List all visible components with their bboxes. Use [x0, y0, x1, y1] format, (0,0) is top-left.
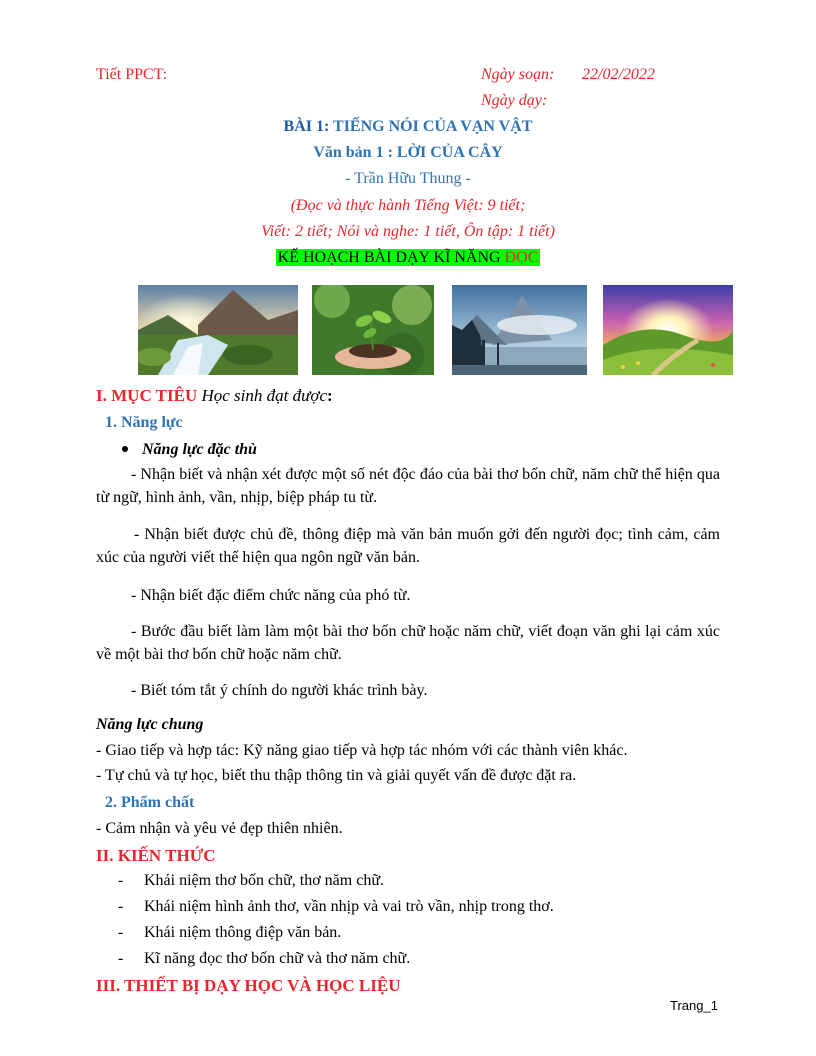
- section2-heading: II. KIẾN THỨC: [96, 846, 216, 865]
- sunset-meadow-image: [603, 285, 733, 375]
- paragraph-2: - Nhận biết được chủ đề, thông điệp mà văn bản muốn gởi đến người đọc; tình cảm, cảm xúc của người viết thể hiện qua ngôn ngữ văn bản.: [96, 526, 720, 566]
- page-number: Trang_1: [670, 998, 718, 1013]
- text-title: Văn bản 1 : LỜI CỦA CÂY: [313, 144, 503, 161]
- ngay-day-label: Ngày dạy:: [481, 92, 548, 109]
- bullet-nang-luc-dac-thu: [122, 441, 257, 459]
- section1-colon: :: [327, 386, 333, 405]
- lesson-prefix: BÀI 1:: [283, 118, 330, 135]
- knowledge-item-4-text: Kĩ năng đọc thơ bốn chữ và thơ năm chữ.: [144, 950, 411, 967]
- section1-tail: Học sinh đạt được: [201, 386, 328, 405]
- lesson-note-2: Viết: 2 tiết; Nói và nghe: 1 tiết, Ôn tập: 1 tiết): [261, 223, 555, 240]
- mountain-stream-image: [138, 285, 298, 375]
- plan-main: KẾ HOẠCH BÀI DẠY KĨ NĂNG: [277, 249, 505, 266]
- knowledge-item-3: - Khái niệm thông điệp văn bản.: [118, 924, 342, 941]
- plan-title: [0, 249, 816, 267]
- knowledge-item-3-text: Khái niệm thông điệp văn bản.: [144, 924, 342, 941]
- plan-highlight: [276, 249, 541, 266]
- knowledge-item-1: - Khái niệm thơ bốn chữ, thơ năm chữ.: [118, 872, 384, 889]
- lesson-name: TIẾNG NÓI CỦA VẠN VẬT: [333, 118, 533, 135]
- nang-luc-chung-2: - Tự chủ và tự học, biết thu thập thông tin và giải quyết vấn đề được đặt ra.: [96, 767, 577, 784]
- section3-heading: III. THIẾT BỊ DẠY HỌC VÀ HỌC LIỆU: [96, 976, 401, 995]
- nang-luc-chung-heading: Năng lực chung: [96, 716, 204, 733]
- nang-luc-chung-1: - Giao tiếp và hợp tác: Kỹ năng giao tiếp và hợp tác nhóm với các thành viên khác.: [96, 742, 628, 759]
- bullet-dot-icon: [122, 446, 128, 452]
- paragraph-4: - Bước đầu biết làm làm một bài thơ bốn chữ hoặc năm chữ, viết đoạn văn ghi lại cảm xúc về một bài thơ bốn chữ hoặc năm chữ.: [96, 623, 720, 663]
- plan-doc: ĐỌC: [504, 249, 539, 266]
- knowledge-item-4: - Kĩ năng đọc thơ bốn chữ và thơ năm chữ.: [118, 950, 411, 967]
- tiet-ppct: Tiết PPCT:: [96, 66, 168, 83]
- ngay-soan-label: Ngày soạn:: [481, 66, 555, 83]
- pham-chat-1: - Cảm nhận và yêu vẻ đẹp thiên nhiên.: [96, 820, 343, 837]
- section1-heading: [96, 386, 333, 406]
- lesson-title: [0, 118, 816, 136]
- lesson-note-1: (Đọc và thực hành Tiếng Việt: 9 tiết;: [290, 197, 526, 214]
- seedling-hands-image: [312, 285, 434, 375]
- paragraph-5: - Biết tóm tắt ý chính do người khác trình bày.: [131, 682, 428, 699]
- ngay-soan-value: 22/02/2022: [582, 66, 655, 83]
- bullet-label: Năng lực đặc thù: [142, 441, 257, 458]
- section1-title: I. MỤC TIÊU: [96, 386, 198, 405]
- subsection-pham-chat: 2. Phẩm chất: [105, 794, 195, 811]
- subsection-nang-luc: 1. Năng lực: [105, 414, 183, 431]
- paragraph-1: - Nhận biết và nhận xét được một số nét độc đáo của bài thơ bốn chữ, năm chữ thể hiện qua từ ngữ, hình ảnh, vần, nhịp, biệp pháp tu từ.: [96, 466, 720, 506]
- knowledge-item-2-text: Khái niệm hình ảnh thơ, vần nhịp và vai trò vần, nhịp trong thơ.: [144, 898, 554, 915]
- paragraph-3: - Nhận biết đặc điểm chức năng của phó từ.: [131, 587, 411, 604]
- author: - Trần Hữu Thung -: [345, 170, 471, 187]
- misty-mountains-image: [452, 285, 587, 375]
- knowledge-item-2: - Khái niệm hình ảnh thơ, vần nhịp và vai trò vần, nhịp trong thơ.: [118, 898, 554, 915]
- knowledge-item-1-text: Khái niệm thơ bốn chữ, thơ năm chữ.: [144, 872, 384, 889]
